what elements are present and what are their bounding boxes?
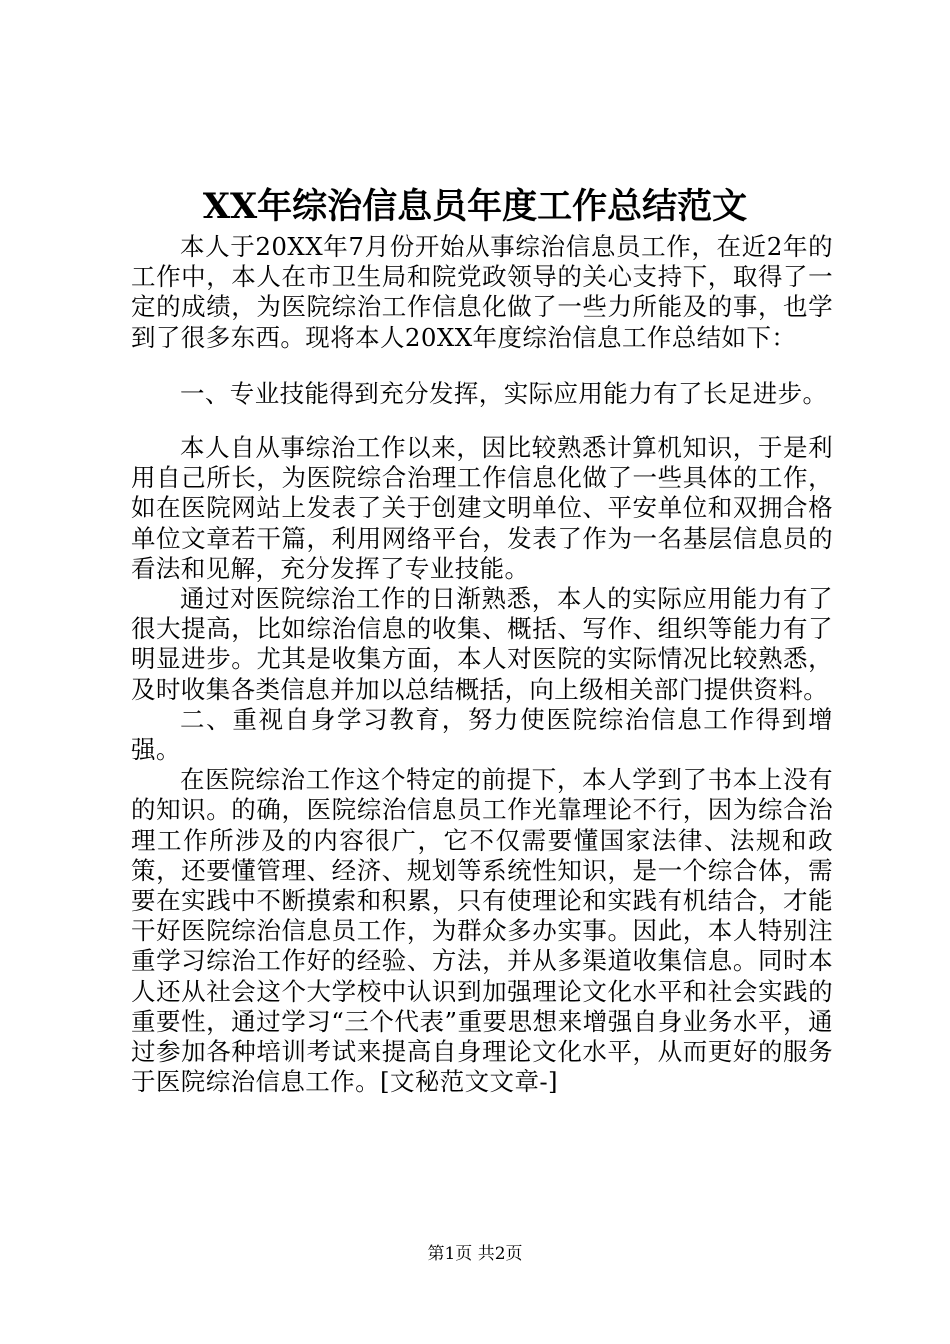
- body-paragraph: 通过对医院综治工作的日渐熟悉，本人的实际应用能力有了很大提高，比如综治信息的收集、概括、写作、组织等能力有了明显进步。尤其是收集方面，本人对医院的实际情况比较熟悉，及时收集各类信息并加以总结概括，向上级相关部门提供资料。: [131, 584, 833, 704]
- page-number-footer: 第1页 共2页: [427, 1244, 523, 1264]
- body-paragraph: 在医院综治工作这个特定的前提下，本人学到了书本上没有的知识。的确，医院综治信息员工作光靠理论不行，因为综合治理工作所涉及的内容很广，它不仅需要懂国家法律、法规和政策，还要懂管理、经济、规划等系统性知识，是一个综合体，需要在实践中不断摸索和积累，只有使理论和实践有机结合，才能干好医院综治信息员工作，为群众多办实事。因此，本人特别注重学习综治工作好的经验、方法，并从多渠道收集信息。同时本人还从社会这个大学校中认识到加强理论文化水平和社会实践的重要性，通过学习“三个代表”重要思想来增强自身业务水平，通过参加各种培训考试来提高自身理论文化水平，从而更好的服务于医院综治信息工作。[文秘范文文章-]: [131, 765, 833, 1097]
- document-title: XX年综治信息员年度工作总结范文: [202, 186, 748, 227]
- intro-paragraph: 本人于20XX年7月份开始从事综治信息员工作，在近2年的工作中，本人在市卫生局和院党政领导的关心支持下，取得了一定的成绩，为医院综治工作信息化做了一些力所能及的事，也学到了很多东西。现将本人20XX年度综治信息工作总结如下：: [131, 232, 833, 352]
- section-heading-2: 二、重视自身学习教育，努力使医院综治信息工作得到增强。: [131, 704, 833, 765]
- section-heading-1: 一、专业技能得到充分发挥，实际应用能力有了长足进步。: [180, 378, 828, 408]
- body-paragraph: 本人自从事综治工作以来，因比较熟悉计算机知识，于是利用自己所长，为医院综合治理工作信息化做了一些具体的工作，如在医院网站上发表了关于创建文明单位、平安单位和双拥合格单位文章若干篇，利用网络平台，发表了作为一名基层信息员的看法和见解，充分发挥了专业技能。: [131, 433, 833, 583]
- document-body: [131, 232, 833, 1097]
